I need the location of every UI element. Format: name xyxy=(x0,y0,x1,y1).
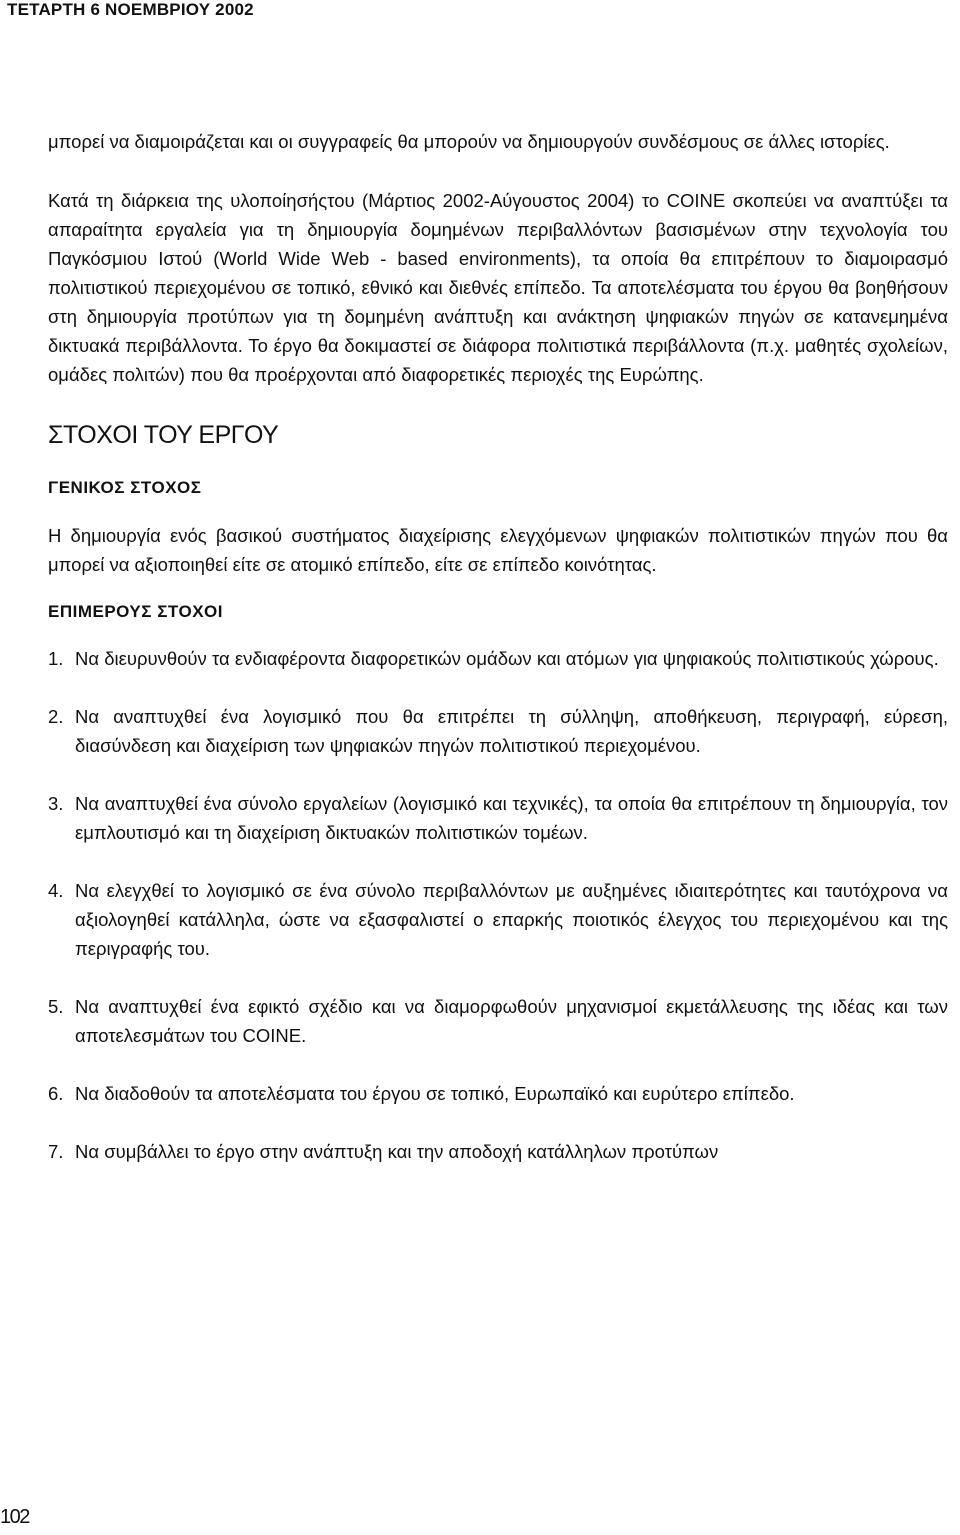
goals-list xyxy=(48,644,948,1166)
goal-text: Να αναπτυχθεί ένα εφικτό σχέδιο και να διαμορφωθούν μηχανισμοί εκμετάλλευσης της ιδέας και των αποτελεσμάτων του COINE. xyxy=(75,996,948,1046)
goal-number: 2. xyxy=(48,706,64,727)
page-body xyxy=(48,127,948,1166)
goal-number: 7. xyxy=(48,1141,64,1162)
goal-number: 1. xyxy=(48,648,64,669)
goal-item xyxy=(48,1079,948,1108)
goal-text: Να ελεγχθεί το λογισμικό σε ένα σύνολο περιβαλλόντων με αυξημένες ιδιαιτερότητες και ταυτόχρονα να αξιολογηθεί κατάλληλα, ώστε να εξασφαλιστεί ο επαρκής ποιοτικός έλεγχος του περιεχομένου και της περιγραφής του. xyxy=(75,880,948,959)
project-description-paragraph: Κατά τη διάρκεια της υλοποίησήςτου (Μάρτιος 2002-Αύγουστος 2004) το COINE σκοπεύει να αναπτύξει τα απαραίτητα εργαλεία για τη δημιουργία δομημένων περιβαλλόντων βασισμένων στην τεχνολογία του Παγκόσμιου Ιστού (World Wide Web - based environments), τα οποία θα επιτρέπουν το διαμοιρασμό πολιτιστικού περιεχομένου σε τοπικό, εθνικό και διεθνές επίπεδο. Τα αποτελέσματα του έργου θα βοηθήσουν στη δημιουργία προτύπων για τη δομημένη ανάπτυξη και ανάκτηση ψηφιακών πηγών σε κατανεμημένα δικτυακά περιβάλλοντα. Το έργο θα δοκιμαστεί σε διάφορα πολιτιστικά περιβάλλοντα (π.χ. μαθητές σχολείων, ομάδες πολιτών) που θα προέρχονται από διαφορετικές περιοχές της Ευρώπης. xyxy=(48,190,948,385)
general-goal-heading: ΓΕΝΙΚΟΣ ΣΤΟΧΟΣ xyxy=(48,478,202,497)
intro-paragraph: μπορεί να διαμοιράζεται και οι συγγραφείς θα μπορούν να δημιουργούν συνδέσμους σε άλλες ιστορίες. xyxy=(48,131,890,152)
goal-item xyxy=(48,644,948,673)
goal-item xyxy=(48,789,948,847)
goal-text: Να αναπτυχθεί ένα σύνολο εργαλείων (λογισμικό και τεχνικές), τα οποία θα επιτρέπουν τη δημιουργία, τον εμπλουτισμό και τη διαχείριση δικτυακών πολιτιστικών τομέων. xyxy=(75,793,948,843)
goal-number: 4. xyxy=(48,880,64,901)
goal-item xyxy=(48,702,948,760)
page-number: 102 xyxy=(0,1506,29,1528)
goal-text: Να αναπτυχθεί ένα λογισμικό που θα επιτρέπει τη σύλληψη, αποθήκευση, περιγραφή, εύρεση, διασύνδεση και διαχείριση των ψηφιακών πηγών πολιτιστικού περιεχομένου. xyxy=(75,706,948,756)
goal-text: Να διαδοθούν τα αποτελέσματα του έργου σε τοπικό, Ευρωπαϊκό και ευρύτερο επίπεδο. xyxy=(75,1083,795,1104)
running-header-date: ΤΕΤΑΡΤΗ 6 ΝΟΕΜΒΡΙΟΥ 2002 xyxy=(7,0,254,19)
goal-number: 3. xyxy=(48,793,64,814)
goal-item xyxy=(48,876,948,963)
goal-number: 5. xyxy=(48,996,64,1017)
goal-text: Να συμβάλλει το έργο στην ανάπτυξη και την αποδοχή κατάλληλων προτύπων xyxy=(75,1141,719,1162)
goal-text: Να διευρυνθούν τα ενδιαφέροντα διαφορετικών ομάδων και ατόμων για ψηφιακούς πολιτιστικούς χώρους. xyxy=(75,648,939,669)
goal-item xyxy=(48,1137,948,1166)
section-title: ΣΤΟΧΟΙ ΤΟΥ ΕΡΓΟΥ xyxy=(48,421,279,449)
goal-number: 6. xyxy=(48,1083,64,1104)
goal-item xyxy=(48,992,948,1050)
specific-goals-heading: ΕΠΙΜΕΡΟΥΣ ΣΤΟΧΟΙ xyxy=(48,602,223,621)
general-goal-text: Η δημιουργία ενός βασικού συστήματος διαχείρισης ελεγχόμενων ψηφιακών πολιτιστικών πηγών που θα μπορεί να αξιοποιηθεί είτε σε ατομικό επίπεδο, είτε σε επίπεδο κοινότητας. xyxy=(48,525,948,575)
